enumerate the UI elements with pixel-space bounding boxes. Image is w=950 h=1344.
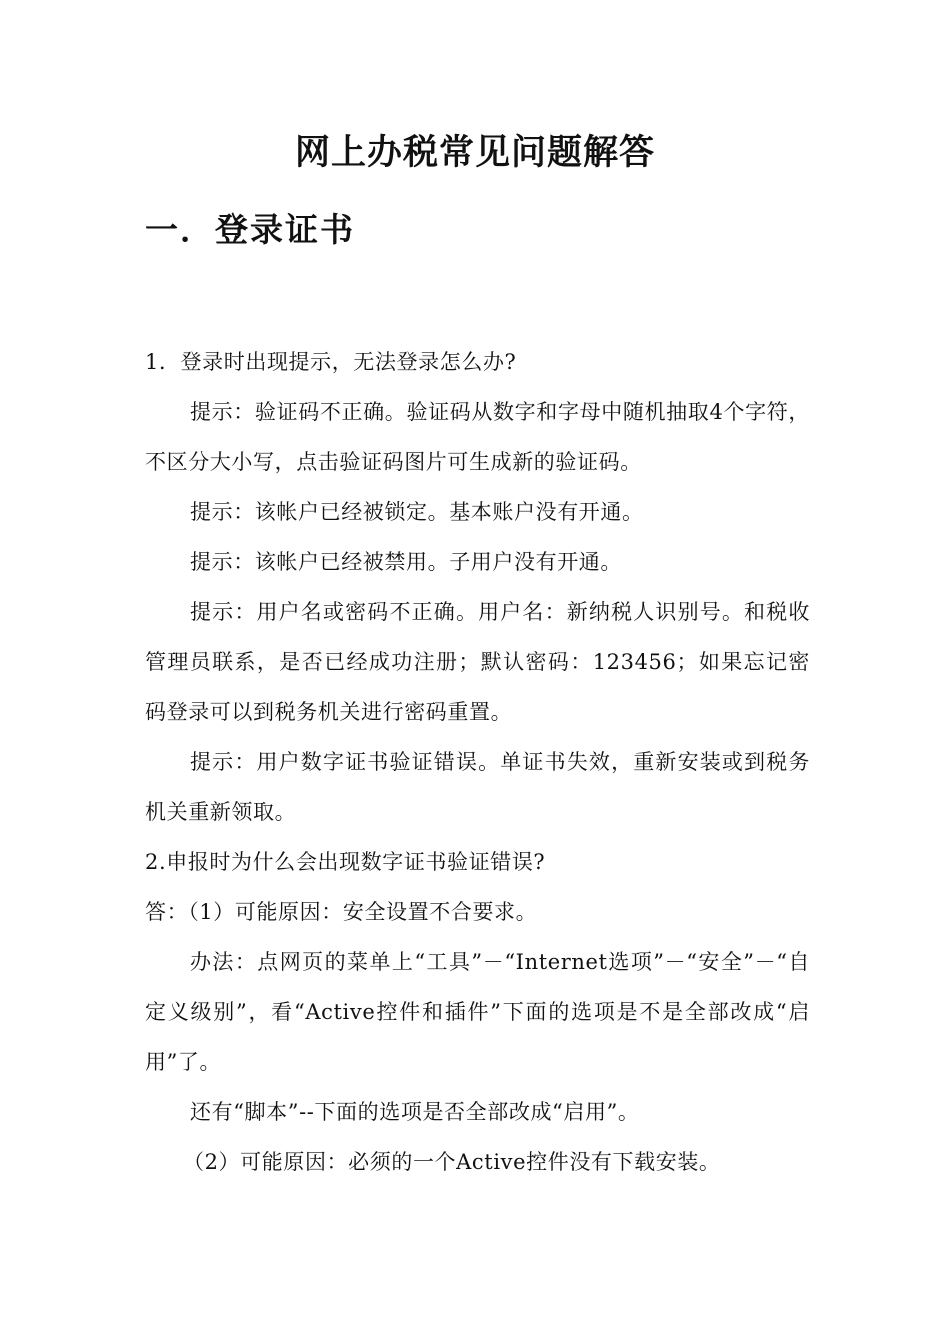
answer-reason-2: （2）可能原因：必须的一个Active控件没有下载安装。 bbox=[183, 1150, 721, 1174]
answer-account-disabled: 提示：该帐户已经被禁用。子用户没有开通。 bbox=[190, 550, 622, 574]
document-title: 网上办税常见问题解答 bbox=[294, 133, 655, 173]
answer-method: 办法：点网页的菜单上“工具”－“Internet选项”－“安全”－“自定义级别”，看“Active控件和插件”下面的选项是不是全部改成“启用”了。 bbox=[145, 950, 810, 1074]
document-body bbox=[145, 337, 810, 1187]
answer-captcha: 提示：验证码不正确。验证码从数字和字母中随机抽取4个字符，不区分大小写，点击验证码图片可生成新的验证码。 bbox=[145, 400, 810, 474]
section-heading: 一．登录证书 bbox=[145, 210, 355, 249]
answer-script: 还有“脚本”--下面的选项是否全部改成“启用”。 bbox=[190, 1100, 640, 1124]
answer-certificate-error: 提示：用户数字证书验证错误。单证书失效，重新安装或到税务机关重新领取。 bbox=[145, 750, 810, 824]
answer-reason-1: 答：（1）可能原因：安全设置不合要求。 bbox=[145, 900, 538, 924]
answer-wrong-password: 提示：用户名或密码不正确。用户名：新纳税人识别号。和税收管理员联系，是否已经成功注册；默认密码：123456；如果忘记密码登录可以到税务机关进行密码重置。 bbox=[145, 600, 810, 724]
question-2: 2.申报时为什么会出现数字证书验证错误? bbox=[145, 850, 546, 874]
question-1: 1．登录时出现提示，无法登录怎么办? bbox=[145, 350, 517, 374]
answer-account-locked: 提示：该帐户已经被锁定。基本账户没有开通。 bbox=[190, 500, 644, 524]
